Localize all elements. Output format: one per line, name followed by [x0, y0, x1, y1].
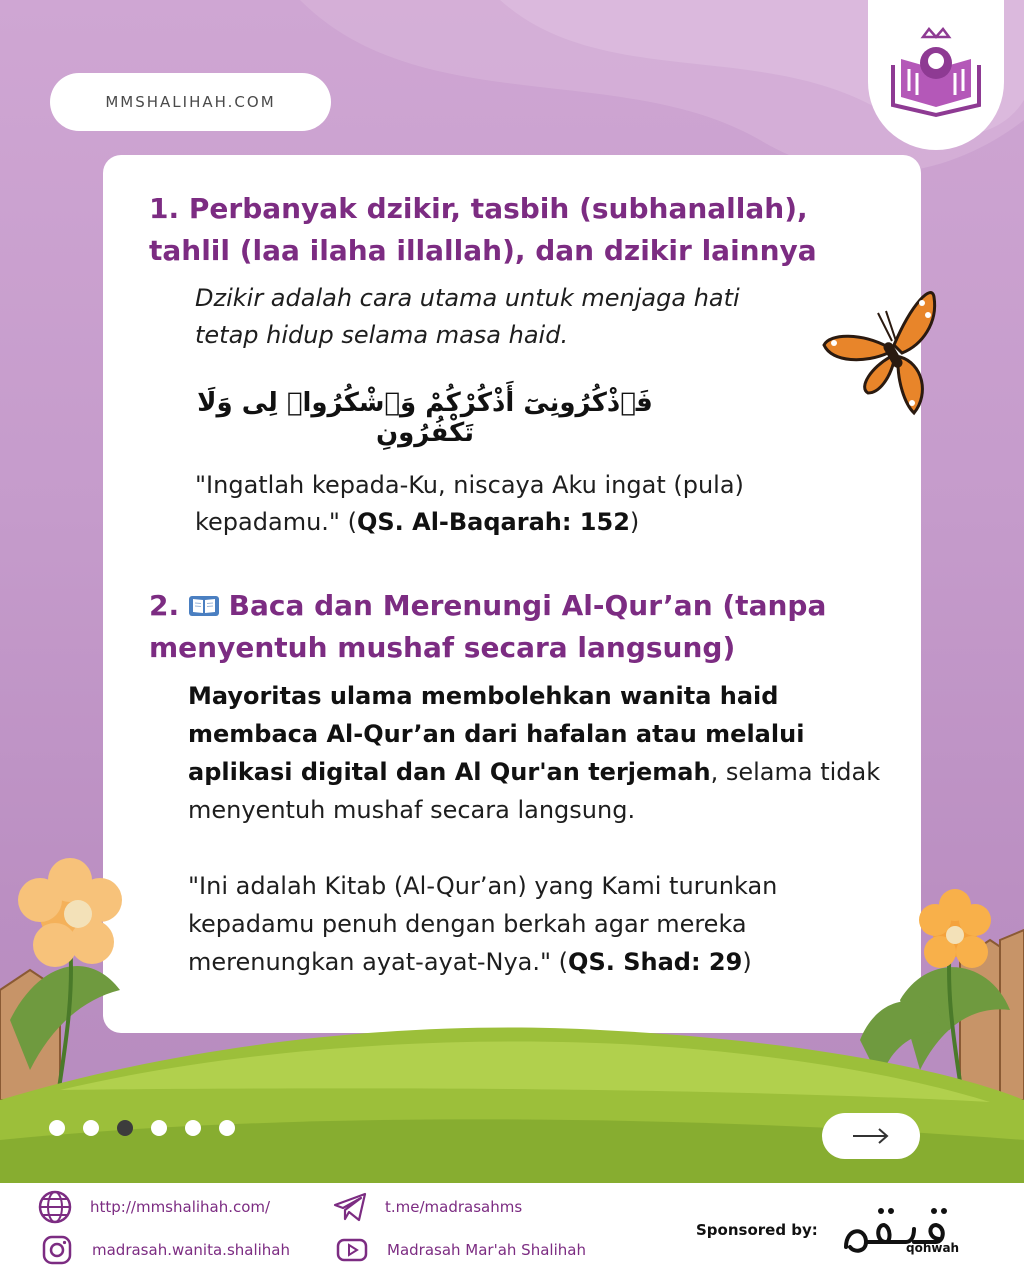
globe-icon — [38, 1190, 72, 1224]
arrow-right-icon — [851, 1126, 891, 1146]
pagination-dot[interactable] — [151, 1120, 167, 1136]
quote-reference: QS. Shad: 29 — [568, 948, 743, 976]
instagram-handle[interactable]: madrasah.wanita.shalihah — [92, 1241, 290, 1259]
footer-website[interactable] — [38, 1190, 270, 1224]
telegram-link[interactable]: t.me/madrasahms — [385, 1198, 523, 1216]
footer-telegram[interactable] — [333, 1190, 522, 1224]
sponsor-logo — [836, 1197, 976, 1269]
sponsor-name: qohwah — [906, 1241, 960, 1255]
next-slide-button[interactable] — [822, 1113, 920, 1159]
instagram-icon — [41, 1234, 73, 1266]
arabic-verse: فَٱذْكُرُونِىٓ أَذْكُرْكُمْ وَٱشْكُرُوا۟ لِى وَلَا تَكْفُرُونِ — [197, 388, 653, 448]
telegram-icon — [333, 1192, 367, 1222]
book-crown-logo-icon — [881, 25, 991, 125]
section1-italic-text: Dzikir adalah cara utama untuk menjaga hati tetap hidup selama masa haid. — [195, 284, 740, 349]
butterfly-icon — [822, 283, 952, 423]
site-label: MMSHALIHAH.COM — [50, 73, 331, 131]
footer-instagram[interactable] — [40, 1233, 290, 1267]
website-link[interactable]: http://mmshalihah.com/ — [90, 1198, 271, 1216]
section2-paragraph: Mayoritas ulama membolehkan wanita haid membaca Al-Qur’an dari hafalan atau melalui aplikasi digital dan Al Qur'an terjemah, selama tidak menyentuh mushaf secara langsung. — [188, 682, 881, 824]
section1-heading: 1. Perbanyak dzikir, tasbih (subhanallah), tahlil (laa ilaha illallah), dan dzikir lainnya — [149, 192, 817, 267]
footer-youtube[interactable] — [335, 1233, 586, 1267]
section2-heading: 2. Baca dan Merenungi Al-Qur’an (tanpa menyentuh mushaf secara langsung) — [149, 589, 827, 664]
pagination-dot[interactable] — [49, 1120, 65, 1136]
flower-left — [18, 858, 122, 967]
youtube-icon — [336, 1237, 368, 1263]
section1-quote: "Ingatlah kepada-Ku, niscaya Aku ingat (pula) kepadamu." (QS. Al-Baqarah: 152) — [195, 471, 744, 536]
sponsored-label: Sponsored by: — [696, 1221, 818, 1239]
pagination-dot[interactable] — [83, 1120, 99, 1136]
quote-reference: QS. Al-Baqarah: 152 — [356, 508, 630, 536]
open-book-icon — [189, 594, 219, 618]
brand-logo — [868, 0, 1004, 150]
footer — [0, 1183, 1024, 1280]
pagination-dot[interactable] — [219, 1120, 235, 1136]
carousel-pagination — [49, 1120, 235, 1136]
youtube-channel[interactable]: Madrasah Mar'ah Shalihah — [387, 1241, 586, 1259]
pagination-dot-active[interactable] — [117, 1120, 133, 1136]
section2-quote: "Ini adalah Kitab (Al-Qur’an) yang Kami turunkan kepadamu penuh dengan berkah agar mereka merenungkan ayat-ayat-Nya." (QS. Shad: 29) — [188, 872, 778, 976]
pagination-dot[interactable] — [185, 1120, 201, 1136]
flower-right — [919, 889, 991, 968]
